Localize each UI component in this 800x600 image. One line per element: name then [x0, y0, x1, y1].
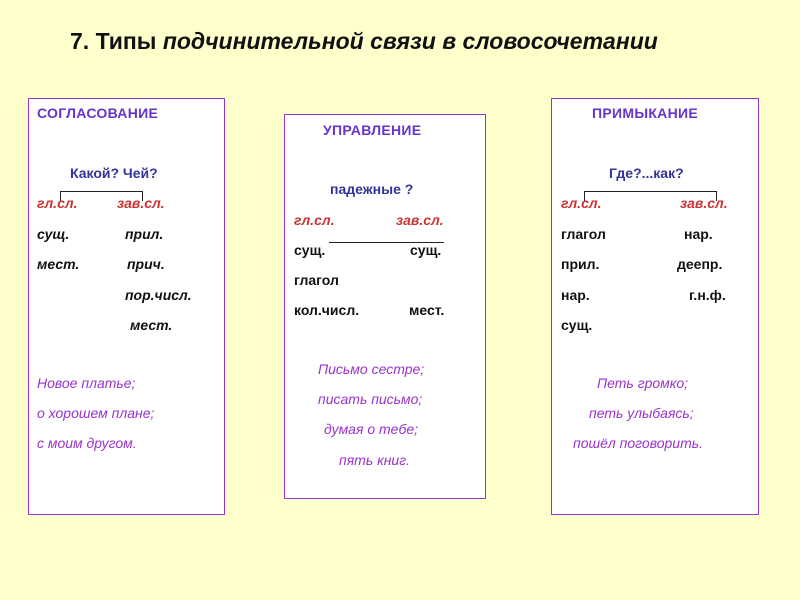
box-question: Какой? Чей?: [70, 165, 158, 181]
page-title: [70, 28, 658, 55]
row-left: сущ.: [294, 242, 326, 258]
row-left: кол.числ.: [294, 302, 360, 318]
dependent-word-label: зав.сл.: [680, 195, 728, 211]
title-rest: подчинительной связи в словосочетании: [162, 28, 658, 54]
row-right: сущ.: [410, 242, 442, 258]
example-line: пошёл поговорить.: [573, 435, 703, 451]
example-line: Письмо сестре;: [318, 361, 425, 377]
row-left: нар.: [561, 287, 590, 303]
main-word-label: гл.сл.: [37, 195, 78, 211]
row-right: прич.: [127, 256, 165, 272]
example-line: писать письмо;: [318, 391, 423, 407]
main-word-label: гл.сл.: [294, 212, 335, 228]
row-right: пор.числ.: [125, 287, 192, 303]
title-number: 7. Типы: [70, 28, 157, 54]
row-right: мест.: [409, 302, 445, 318]
example-line: петь улыбаясь;: [589, 405, 694, 421]
dependent-word-label: зав.сл.: [117, 195, 165, 211]
box-question: падежные ?: [330, 181, 414, 197]
row-right: прил.: [125, 226, 164, 242]
row-left: глагол: [561, 226, 606, 242]
box-header: УПРАВЛЕНИЕ: [323, 122, 422, 138]
main-word-label: гл.сл.: [561, 195, 602, 211]
example-line: пять книг.: [339, 452, 410, 468]
row-left: глагол: [294, 272, 339, 288]
agreement-box: [28, 98, 225, 515]
row-right: г.н.ф.: [689, 287, 726, 303]
box-header: ПРИМЫКАНИЕ: [592, 105, 698, 121]
row-left: прил.: [561, 256, 600, 272]
example-line: Петь громко;: [597, 375, 689, 391]
example-line: думая о тебе;: [324, 421, 419, 437]
row-left: сущ.: [561, 317, 593, 333]
government-box: [284, 114, 486, 499]
dependent-word-label: зав.сл.: [396, 212, 444, 228]
example-line: Новое платье;: [37, 375, 136, 391]
row-right: нар.: [684, 226, 713, 242]
adjunction-box: [551, 98, 759, 515]
box-header: СОГЛАСОВАНИЕ: [37, 105, 159, 121]
row-left: мест.: [37, 256, 80, 272]
box-question: Где?...как?: [609, 165, 684, 181]
row-right: мест.: [130, 317, 173, 333]
row-right: деепр.: [677, 256, 723, 272]
example-line: о хорошем плане;: [37, 405, 155, 421]
example-line: с моим другом.: [37, 435, 137, 451]
row-left: сущ.: [37, 226, 70, 242]
